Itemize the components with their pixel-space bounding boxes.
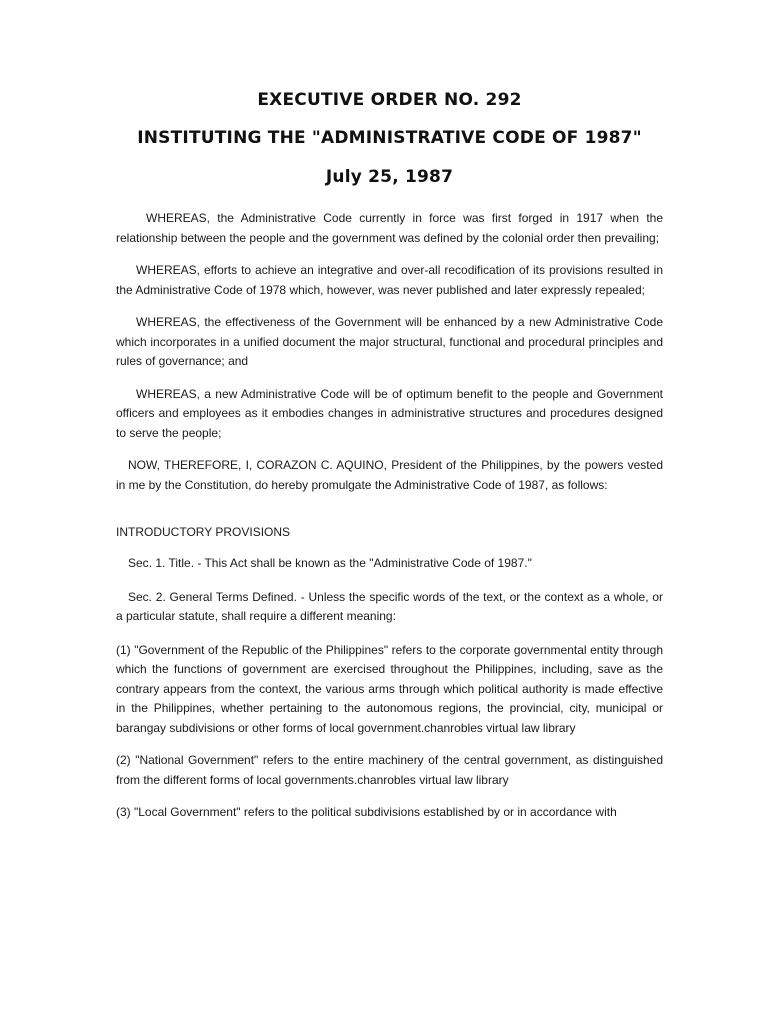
preamble-paragraph-2: WHEREAS, efforts to achieve an integrative and over-all recodification of its provisions resulted in the Administrative Code of 1978 which, however, was never published and later expressly repealed;	[116, 263, 663, 297]
section-heading: INTRODUCTORY PROVISIONS	[116, 525, 291, 539]
preamble-paragraph-3: WHEREAS, the effectiveness of the Government will be enhanced by a new Administrative Code which incorporates in a unified document the major structural, functional and procedural principles and rules of governance; and	[116, 315, 663, 368]
document-date: July 25, 1987	[325, 167, 454, 187]
definition-2: (2) "National Government" refers to the entire machinery of the central government, as distinguished from the different forms of local governments.chanrobles virtual law library	[116, 753, 663, 787]
promulgation-paragraph: NOW, THEREFORE, I, CORAZON C. AQUINO, President of the Philippines, by the powers vested in me by the Constitution, do hereby promulgate the Administrative Code of 1987, as follows:	[116, 458, 663, 492]
definition-1: (1) "Government of the Republic of the Philippines" refers to the corporate governmental entity through which the functions of government are exercised throughout the Philippines, including, save as the contrary appears from the context, the various arms through which political authority is made effective in the Philippines, whether pertaining to the autonomous regions, the provincial, city, municipal or barangay subdivisions or other forms of local government.chanrobles virtual law library	[116, 642, 663, 735]
preamble-paragraph-4: WHEREAS, a new Administrative Code will be of optimum benefit to the people and Government officers and employees as it embodies changes in administrative structures and procedures designed to serve the people;	[116, 386, 663, 440]
order-number: EXECUTIVE ORDER NO. 292	[257, 90, 522, 110]
section-1: Sec. 1. Title. - This Act shall be known as the "Administrative Code of 1987."	[128, 556, 532, 570]
preamble-paragraph-1: WHEREAS, the Administrative Code currently in force was first forged in 1917 when the relationship between the people and the government was defined by the colonial order then prevailing;	[116, 211, 663, 245]
section-2: Sec. 2. General Terms Defined. - Unless the specific words of the text, or the context as a whole, or a particular statute, shall require a different meaning:	[116, 589, 663, 623]
document-title: INSTITUTING THE "ADMINISTRATIVE CODE OF 1987"	[137, 128, 642, 148]
definition-3: (3) "Local Government" refers to the political subdivisions established by or in accordance with	[116, 805, 617, 819]
